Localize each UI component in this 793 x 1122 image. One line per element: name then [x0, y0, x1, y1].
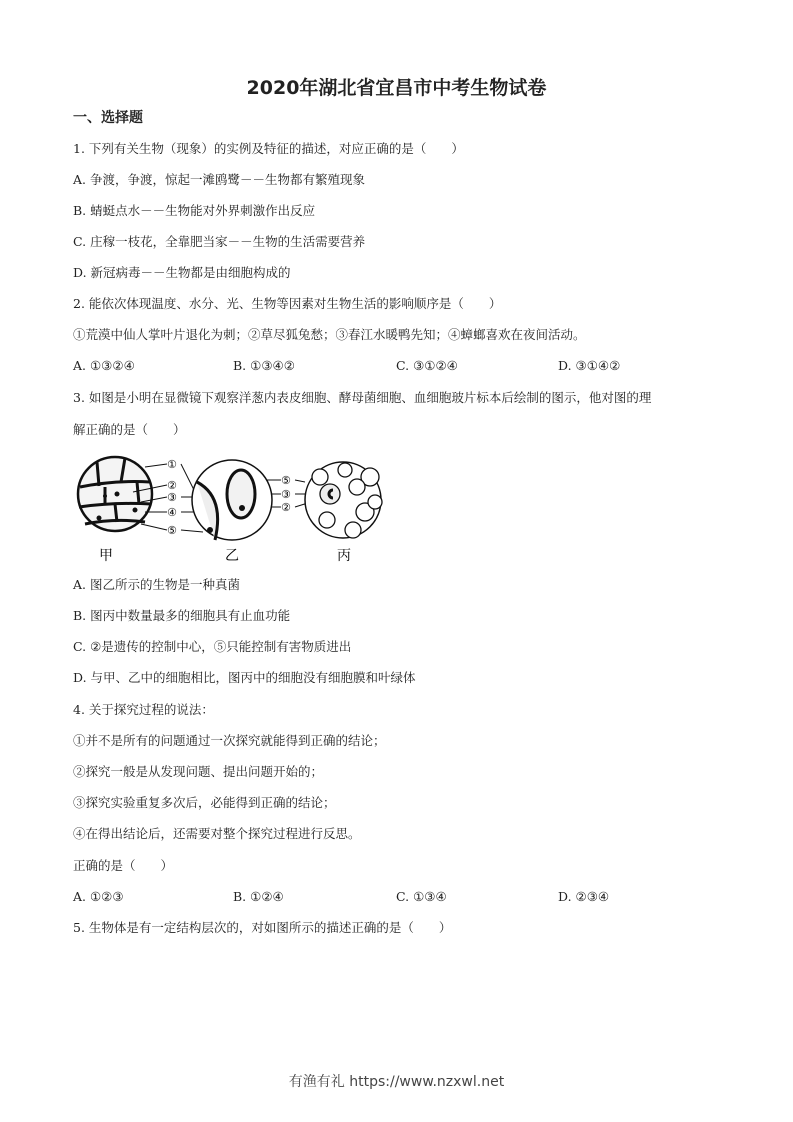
label-jia: 甲	[99, 548, 113, 564]
page-title: 2020年湖北省宜昌市中考生物试卷	[246, 77, 547, 99]
q1-option-b: B. 蜻蜓点水－－生物能对外界刺激作出反应	[73, 203, 316, 218]
q4-option-a: A. ①②③	[73, 889, 124, 904]
section-heading: 一、选择题	[73, 110, 143, 126]
q3-stem-cont: 解正确的是（ ）	[73, 422, 186, 437]
q3-option-a: A. 图乙所示的生物是一种真菌	[73, 577, 240, 592]
label-bing: 丙	[337, 548, 351, 564]
q2-option-b: B. ①③④②	[233, 358, 295, 373]
q4-prompt: 正确的是（ ）	[73, 858, 174, 873]
cell-diagram	[75, 452, 385, 564]
q1-option-d: D. 新冠病毒－－生物都是由细胞构成的	[73, 265, 291, 280]
q3-option-d: D. 与甲、乙中的细胞相比，图丙中的细胞没有细胞膜和叶绿体	[73, 670, 416, 685]
q3-option-b: B. 图丙中数量最多的细胞具有止血功能	[73, 608, 291, 623]
blood-cells-bing	[305, 462, 382, 538]
q2-option-a: A. ①③②④	[73, 358, 135, 373]
q2-statement: ①荒漠中仙人掌叶片退化为刺；②草尽狐兔愁；③春江水暖鸭先知；④蟑螂喜欢在夜间活动。	[73, 327, 586, 342]
mark-3: ③	[167, 491, 177, 504]
q4-option-d: D. ②③④	[558, 889, 610, 904]
onion-cell-jia	[78, 457, 152, 531]
label-yi: 乙	[225, 548, 239, 564]
q4-statement-1: ①并不是所有的问题通过一次探究就能得到正确的结论；	[73, 733, 386, 748]
q1-option-c: C. 庄稼一枝花，全靠肥当家－－生物的生活需要营养	[73, 234, 366, 249]
yeast-cell-yi	[192, 460, 272, 540]
q4-statement-4: ④在得出结论后，还需要对整个探究过程进行反思。	[73, 826, 361, 841]
mark-2: ②	[167, 479, 177, 492]
mark-2b: ②	[281, 501, 291, 514]
mark-5: ⑤	[167, 524, 177, 537]
q1-option-a: A. 争渡，争渡，惊起一滩鸥鹭－－生物都有繁殖现象	[73, 172, 365, 187]
mark-4: ④	[167, 506, 177, 519]
mark-1: ①	[167, 458, 177, 471]
q4-statement-3: ③探究实验重复多次后，必能得到正确的结论；	[73, 795, 336, 810]
mark-5b: ⑤	[281, 474, 291, 487]
q4-option-b: B. ①②④	[233, 889, 284, 904]
q4-stem: 4. 关于探究过程的说法：	[73, 702, 214, 717]
q1-stem: 1. 下列有关生物（现象）的实例及特征的描述，对应正确的是（ ）	[73, 141, 464, 156]
q4-option-c: C. ①③④	[396, 889, 447, 904]
q2-option-d: D. ③①④②	[558, 358, 621, 373]
q2-stem: 2. 能依次体现温度、水分、光、生物等因素对生物生活的影响顺序是（ ）	[73, 296, 502, 311]
q3-stem: 3. 如图是小明在显微镜下观察洋葱内表皮细胞、酵母菌细胞、血细胞玻片标本后绘制的图示，他对图的理	[73, 390, 652, 405]
q5-stem: 5. 生物体是有一定结构层次的，对如图所示的描述正确的是（ ）	[73, 920, 452, 935]
mark-3b: ③	[281, 488, 291, 501]
q3-option-c: C. ②是遗传的控制中心，⑤只能控制有害物质进出	[73, 639, 352, 654]
q2-option-c: C. ③①②④	[396, 358, 458, 373]
footer-watermark: 有渔有礼 https://www.nzxwl.net	[288, 1074, 505, 1090]
q4-statement-2: ②探究一般是从发现问题、提出问题开始的；	[73, 764, 324, 779]
